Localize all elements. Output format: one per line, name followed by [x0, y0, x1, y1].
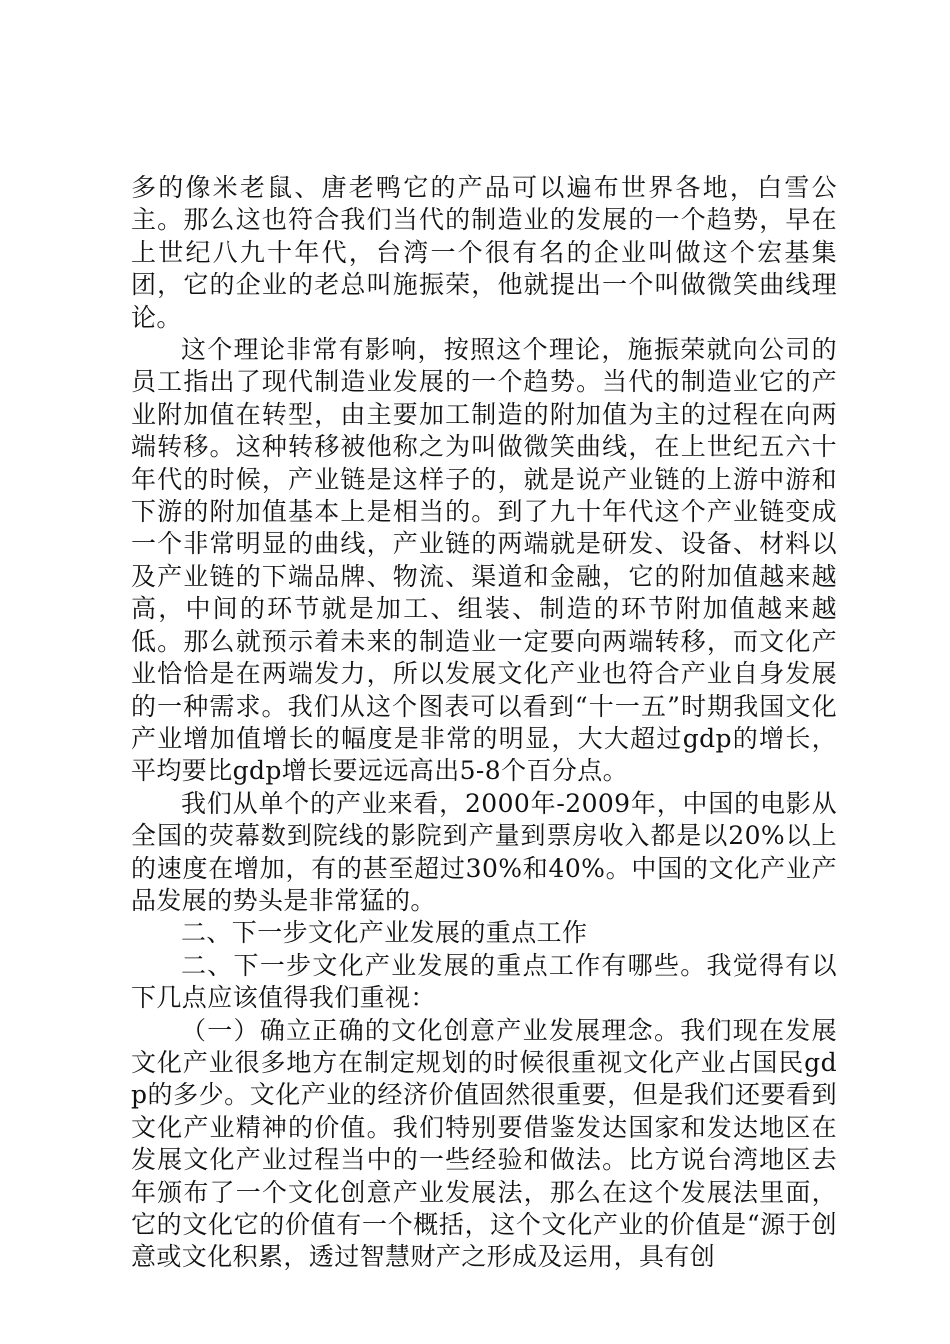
paragraph-smile-curve-theory: 这个理论非常有影响，按照这个理论，施振荣就向公司的员工指出了现代制造业发展的一个趋势。当代的制造业它的产业附加值在转型，由主要加工制造的附加值为主的过程在向两端转移。这种转移被他称之为叫做微笑曲线，在上世纪五六十年代的时候，产业链是这样子的，就是说产业链的上游中游和下游的附加值基本上是相当的。到了九十年代这个产业链变成一个非常明显的曲线，产业链的两端就是研发、设备、材料以及产业链的下端品牌、物流、渠道和金融，它的附加值越来越高，中间的环节就是加工、组装、制造的环节附加值越来越低。那么就预示着未来的制造业一定要向两端转移，而文化产业恰恰是在两端发力，所以发展文化产业也符合产业自身发展的一种需求。我们从这个图表可以看到“十一五”时期我国文化产业增加值增长的幅度是非常的明显，大大超过gdp的增长，平均要比gdp增长要远远高出5-8个百分点。	[131, 335, 837, 786]
section-heading: 二、下一步文化产业发展的重点工作	[181, 918, 588, 948]
paragraph-development-concept: （一）确立正确的文化创意产业发展理念。我们现在发展文化产业很多地方在制定规划的时候很重视文化产业占国民gdp的多少。文化产业的经济价值固然很重要，但是我们还要看到文化产业精神的价值。我们特别要借鉴发达国家和发达地区在发展文化产业过程当中的一些经验和做法。比方说台湾地区去年颁布了一个文化创意产业发展法，那么在这个发展法里面，它的文化它的价值有一个概括，这个文化产业的价值是“源于创意或文化积累，透过智慧财产之形成及运用，具有创	[131, 1015, 837, 1272]
paragraph-continuation: 多的像米老鼠、唐老鸭它的产品可以遍布世界各地，白雪公主。那么这也符合我们当代的制造业的发展的一个趋势，早在上世纪八九十年代，台湾一个很有名的企业叫做这个宏基集团，它的企业的老总叫施振荣，他就提出一个叫做微笑曲线理论。	[131, 173, 837, 332]
paragraph-key-work-intro: 二、下一步文化产业发展的重点工作有哪些。我觉得有以下几点应该值得我们重视：	[131, 950, 837, 1013]
document-page	[131, 172, 837, 1274]
paragraph-film-industry: 我们从单个的产业来看，2000年-2009年，中国的电影从全国的荧幕数到院线的影院到产量到票房收入都是以20%以上的速度在增加，有的甚至超过30%和40%。中国的文化产业产品发展的势头是非常猛的。	[131, 788, 837, 915]
